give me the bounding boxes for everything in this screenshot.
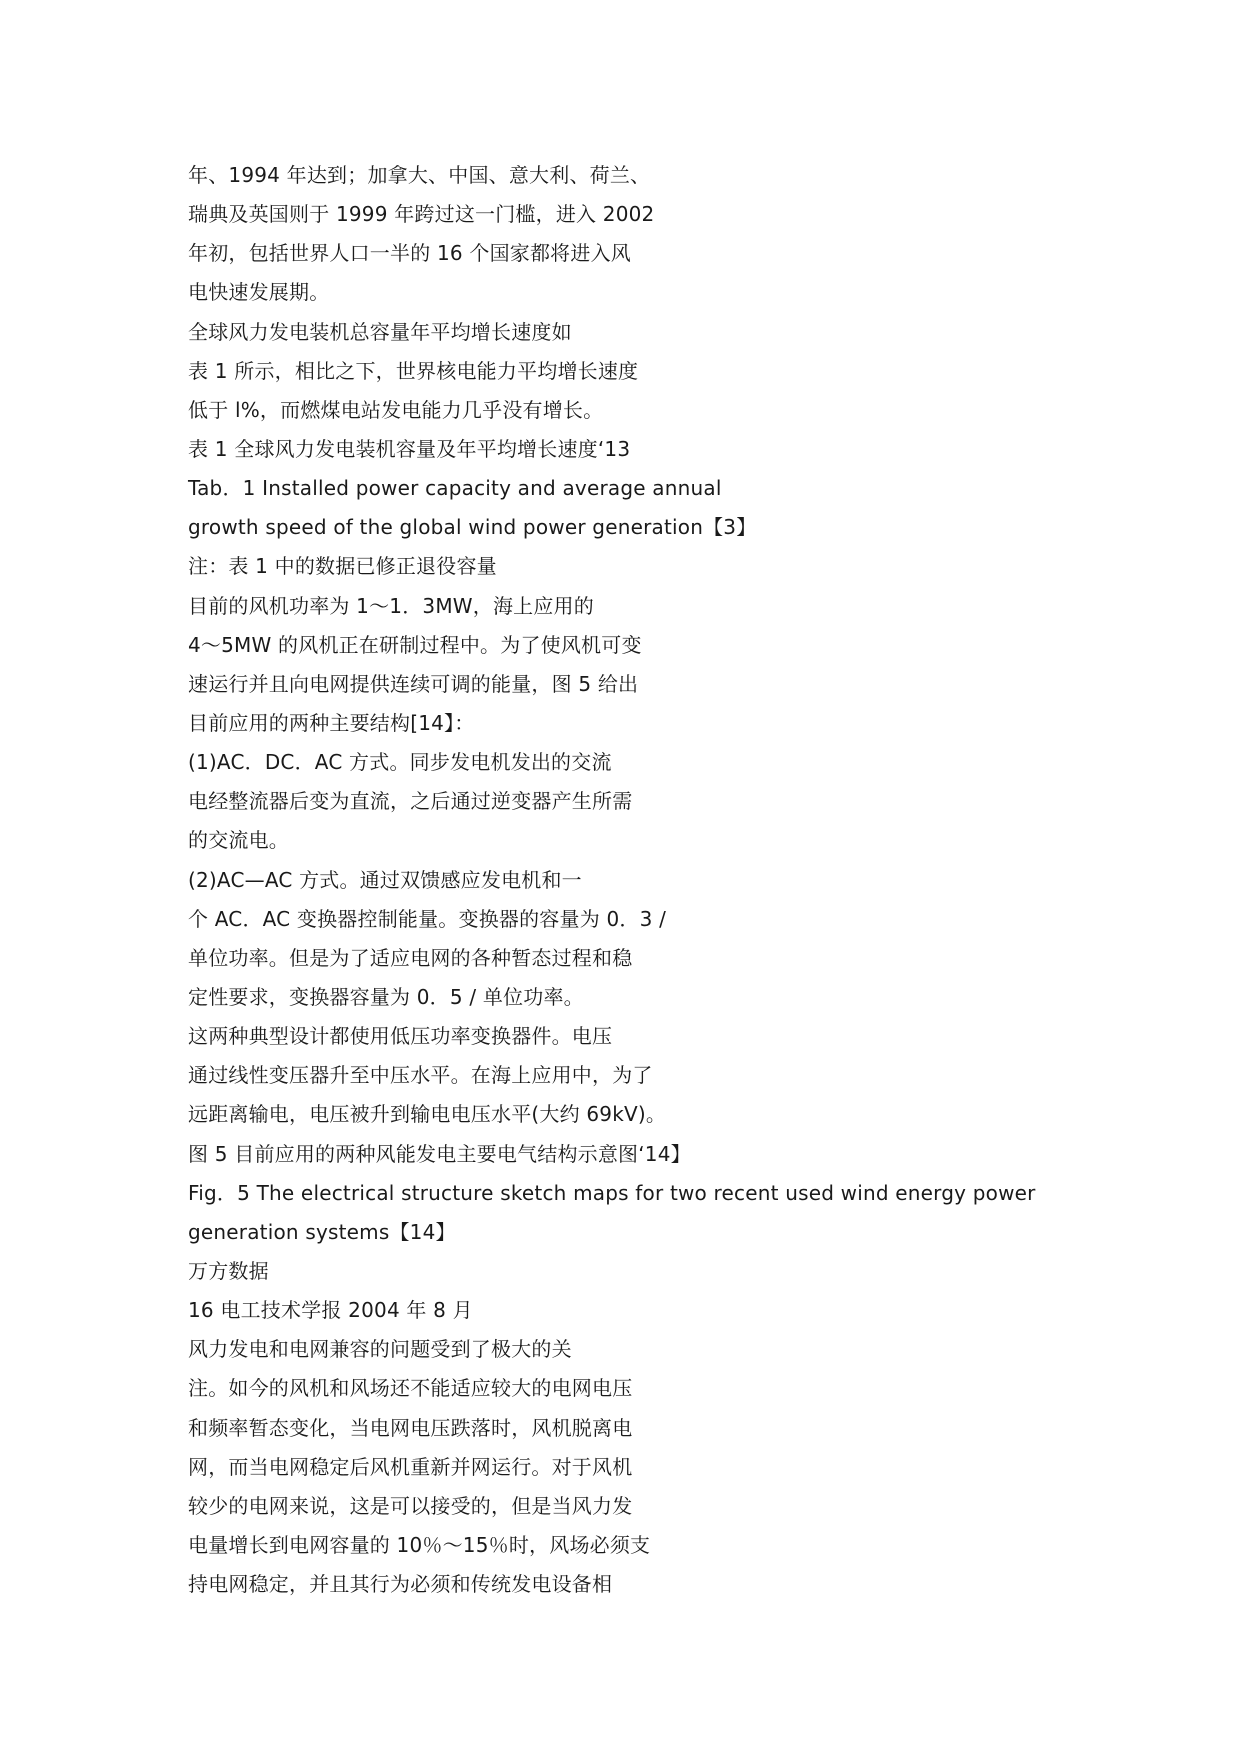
- text-line: 这两种典型设计都使用低压功率变换器件。电压: [188, 1024, 613, 1049]
- text-line: 较少的电网来说，这是可以接受的，但是当风力发: [188, 1493, 633, 1518]
- page-header: 16 电工技术学报 2004 年 8 月: [188, 1298, 473, 1323]
- text-line: 的交流电。: [188, 828, 289, 853]
- text-line: 通过线性变压器升至中压水平。在海上应用中，为了: [188, 1063, 653, 1088]
- text-line: 网，而当电网稳定后风机重新并网运行。对于风机: [188, 1454, 633, 1479]
- watermark-text: 万方数据: [188, 1258, 269, 1283]
- text-line: 定性要求，变换器容量为 0．5 / 单位功率。: [188, 984, 584, 1009]
- figure-caption-en: Fig．5 The electrical structure sketch maps for two recent used wind energy power: [188, 1180, 1036, 1205]
- table-caption-en: growth speed of the global wind power generation【3】: [188, 515, 757, 540]
- body-text: [188, 156, 1188, 1604]
- text-line: 单位功率。但是为了适应电网的各种暂态过程和稳: [188, 945, 633, 970]
- text-line: 年初，包括世界人口一半的 16 个国家都将进入风: [188, 241, 631, 266]
- text-line: 低于 l%，而燃煤电站发电能力几乎没有增长。: [188, 397, 604, 422]
- text-line: 个 AC．AC 变换器控制能量。变换器的容量为 0．3 /: [188, 906, 667, 931]
- text-line: 4～5MW 的风机正在研制过程中。为了使风机可变: [188, 632, 642, 657]
- table-caption-cn: 表 1 全球风力发电装机容量及年平均增长速度‘13: [188, 436, 631, 461]
- text-line: 全球风力发电装机总容量年平均增长速度如: [188, 319, 572, 344]
- text-line: 年、1994 年达到；加拿大、中国、意大利、荷兰、: [188, 163, 651, 187]
- text-line: 电经整流器后变为直流，之后通过逆变器产生所需: [188, 789, 633, 814]
- text-line: (1)AC．DC．AC 方式。同步发电机发出的交流: [188, 750, 612, 775]
- text-line: 电量增长到电网容量的 10％～15％时，风场必须支: [188, 1532, 651, 1557]
- figure-caption-cn: 图 5 目前应用的两种风能发电主要电气结构示意图‘14】: [188, 1141, 691, 1166]
- table-note: 注：表 1 中的数据已修正退役容量: [188, 554, 497, 579]
- text-line: 持电网稳定，并且其行为必须和传统发电设备相: [188, 1572, 613, 1597]
- text-line: 电快速发展期。: [188, 280, 330, 305]
- text-line: 速运行并且向电网提供连续可调的能量，图 5 给出: [188, 671, 639, 696]
- text-line: 瑞典及英国则于 1999 年跨过这一门槛，进入 2002: [188, 202, 655, 227]
- text-line: 远距离输电，电压被升到输电电压水平(大约 69kV)。: [188, 1102, 667, 1127]
- text-line: (2)AC—AC 方式。通过双馈感应发电机和一: [188, 867, 582, 892]
- text-line: 目前的风机功率为 1～1．3MW，海上应用的: [188, 593, 594, 618]
- text-line: 表 1 所示，相比之下，世界核电能力平均增长速度: [188, 358, 639, 383]
- text-line: 风力发电和电网兼容的问题受到了极大的关: [188, 1337, 572, 1362]
- figure-caption-en: generation systems【14】: [188, 1219, 456, 1244]
- text-line: 目前应用的两种主要结构[14】：: [188, 710, 475, 735]
- table-caption-en: Tab．1 Installed power capacity and average annual: [188, 476, 722, 501]
- text-line: 注。如今的风机和风场还不能适应较大的电网电压: [188, 1376, 633, 1401]
- text-line: 和频率暂态变化，当电网电压跌落时，风机脱离电: [188, 1415, 633, 1440]
